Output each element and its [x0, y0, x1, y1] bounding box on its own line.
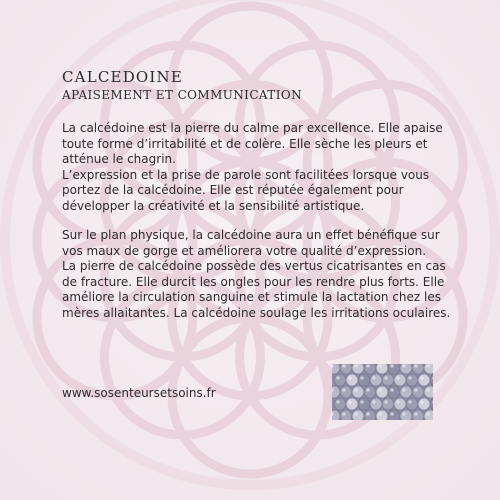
page-subtitle: APAISEMENT ET COMMUNICATION	[62, 88, 302, 102]
article	[62, 68, 462, 321]
paragraph-healing: La pierre de calcédoine possède des vertus cicatrisantes en cas de fracture. Elle durcit les ongles pour les rendre plus forts. Elle améliore la circulation sanguine et stimule la lactation chez les mères allaitantes. La calcédoine soulage les irritations oculaires.	[62, 259, 451, 320]
page-title: CALCEDOINE	[62, 68, 184, 86]
paragraph-physical: Sur le plan physique, la calcédoine aura un effet bénéfique sur vos maux de gorge et améliorera votre qualité d’expression.	[62, 228, 440, 258]
website-link[interactable]: www.sosenteursetsoins.fr	[62, 386, 216, 400]
chalcedony-beads-image	[332, 364, 433, 420]
paragraph-expression: L’expression et la prise de parole sont facilitées lorsque vous portez de la calcédoine. Elle est réputée également pour développer la créativité et la sensibilité artistique.	[62, 167, 430, 213]
paragraph-spacer	[62, 214, 462, 228]
paragraph-calm: La calcédoine est la pierre du calme par excellence. Elle apaise toute forme d’irritabilité et de colère. Elle sèche les pleurs et atténue le chagrin.	[62, 121, 443, 166]
